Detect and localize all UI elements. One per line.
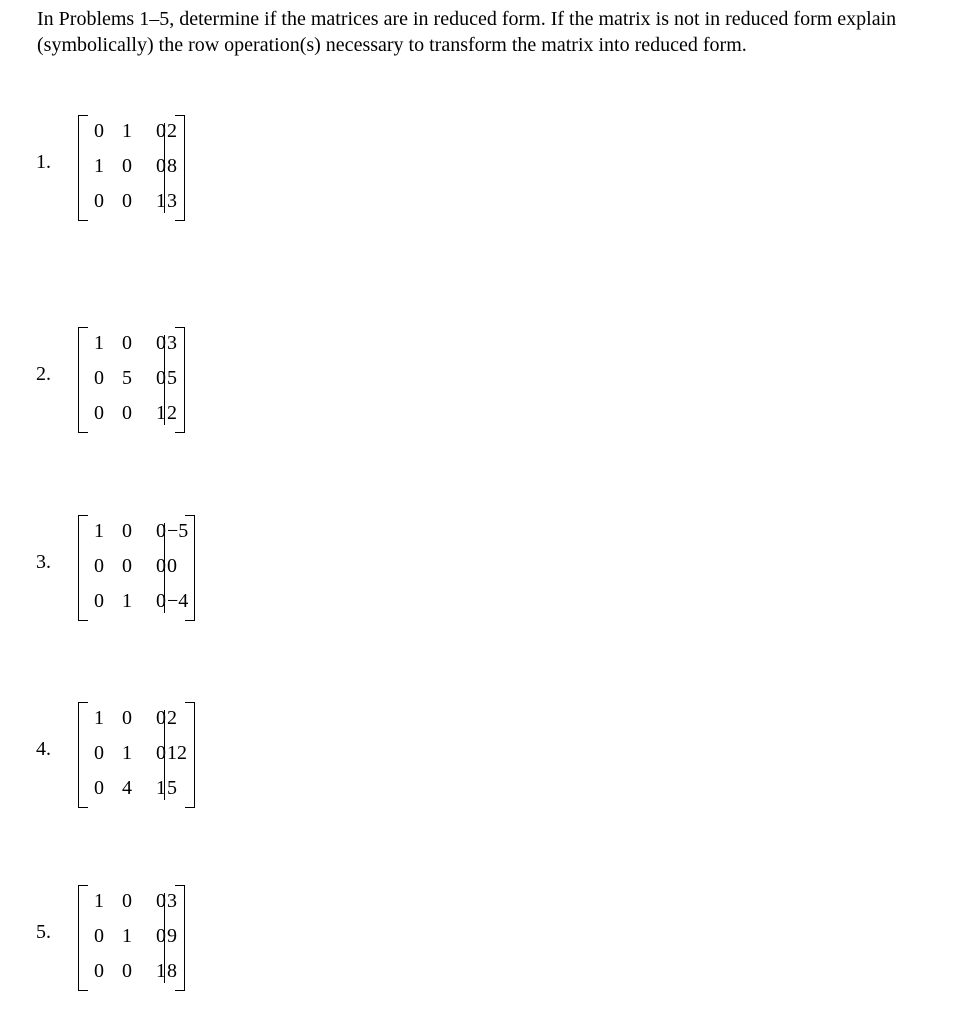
- matrix-entry: 0: [122, 520, 132, 542]
- problem-5: [36, 885, 436, 995]
- matrix-entry: 0: [122, 402, 132, 424]
- matrix-entry: 1: [156, 960, 166, 982]
- left-bracket: [78, 885, 88, 991]
- matrix-entry: 1: [156, 402, 166, 424]
- matrix-entry: 2: [167, 707, 177, 729]
- matrix-entry: 8: [167, 155, 177, 177]
- augmented-matrix: [78, 115, 186, 219]
- matrix-entry: 0: [94, 555, 104, 577]
- matrix-entry: 0: [94, 367, 104, 389]
- matrix-entry: 5: [122, 367, 132, 389]
- matrix-entry: 0: [94, 190, 104, 212]
- left-bracket: [78, 702, 88, 808]
- matrix-entry: 1: [94, 707, 104, 729]
- matrix-entry: 1: [94, 155, 104, 177]
- matrix-entry: 0: [122, 190, 132, 212]
- matrix-entry: 2: [167, 120, 177, 142]
- matrix-entry: 0: [156, 120, 166, 142]
- matrix-entry: 0: [156, 520, 166, 542]
- matrix-entry: 1: [122, 120, 132, 142]
- augmented-matrix: [78, 515, 196, 619]
- matrix-entry: −5: [167, 520, 189, 542]
- matrix-entry: 3: [167, 890, 177, 912]
- matrix-entry: 1: [122, 590, 132, 612]
- matrix-entry: 0: [94, 742, 104, 764]
- problem-number: 1.: [36, 151, 51, 173]
- problem-1: [36, 115, 436, 225]
- augmented-matrix: [78, 327, 186, 431]
- matrix-entry: 1: [94, 332, 104, 354]
- matrix-entry: 0: [122, 707, 132, 729]
- problem-4: [36, 702, 436, 812]
- matrix-entry: 0: [156, 742, 166, 764]
- problem-number: 2.: [36, 363, 51, 385]
- matrix-entry: 0: [122, 555, 132, 577]
- problem-number: 4.: [36, 738, 51, 760]
- matrix-entry: 0: [156, 890, 166, 912]
- matrix-entry: 0: [156, 555, 166, 577]
- left-bracket: [78, 327, 88, 433]
- matrix-entry: 0: [156, 367, 166, 389]
- augmented-matrix: [78, 885, 186, 989]
- problem-number: 3.: [36, 551, 51, 573]
- left-bracket: [78, 515, 88, 621]
- matrix-entry: 1: [122, 742, 132, 764]
- matrix-entry: 5: [167, 777, 177, 799]
- matrix-entry: 0: [167, 555, 177, 577]
- matrix-entry: 1: [94, 890, 104, 912]
- matrix-entry: 1: [122, 925, 132, 947]
- matrix-entry: 0: [94, 590, 104, 612]
- matrix-entry: 4: [122, 777, 132, 799]
- matrix-entry: 1: [94, 520, 104, 542]
- matrix-entry: 0: [156, 707, 166, 729]
- matrix-entry: 0: [94, 120, 104, 142]
- problem-instructions: In Problems 1–5, determine if the matrices are in reduced form. If the matrix is not in reduced form explain (symbolically) the row operation(s) necessary to transform the matrix into reduced form.: [37, 8, 897, 56]
- matrix-entry: 5: [167, 367, 177, 389]
- matrix-entry: 12: [167, 742, 187, 764]
- matrix-entry: 0: [156, 925, 166, 947]
- augmented-matrix: [78, 702, 196, 806]
- left-bracket: [78, 115, 88, 221]
- matrix-entry: 0: [94, 925, 104, 947]
- matrix-entry: 3: [167, 332, 177, 354]
- matrix-entry: 3: [167, 190, 177, 212]
- matrix-entry: 8: [167, 960, 177, 982]
- matrix-entry: 0: [94, 402, 104, 424]
- matrix-entry: 0: [94, 777, 104, 799]
- matrix-entry: 0: [156, 590, 166, 612]
- matrix-entry: 0: [156, 155, 166, 177]
- matrix-entry: 0: [156, 332, 166, 354]
- problem-2: [36, 327, 436, 437]
- matrix-entry: 1: [156, 777, 166, 799]
- matrix-entry: 0: [122, 960, 132, 982]
- matrix-entry: 0: [122, 890, 132, 912]
- matrix-entry: −4: [167, 590, 189, 612]
- matrix-entry: 1: [156, 190, 166, 212]
- problem-3: [36, 515, 436, 625]
- matrix-entry: 0: [122, 332, 132, 354]
- problem-number: 5.: [36, 921, 51, 943]
- matrix-entry: 2: [167, 402, 177, 424]
- matrix-entry: 9: [167, 925, 177, 947]
- matrix-entry: 0: [94, 960, 104, 982]
- matrix-entry: 0: [122, 155, 132, 177]
